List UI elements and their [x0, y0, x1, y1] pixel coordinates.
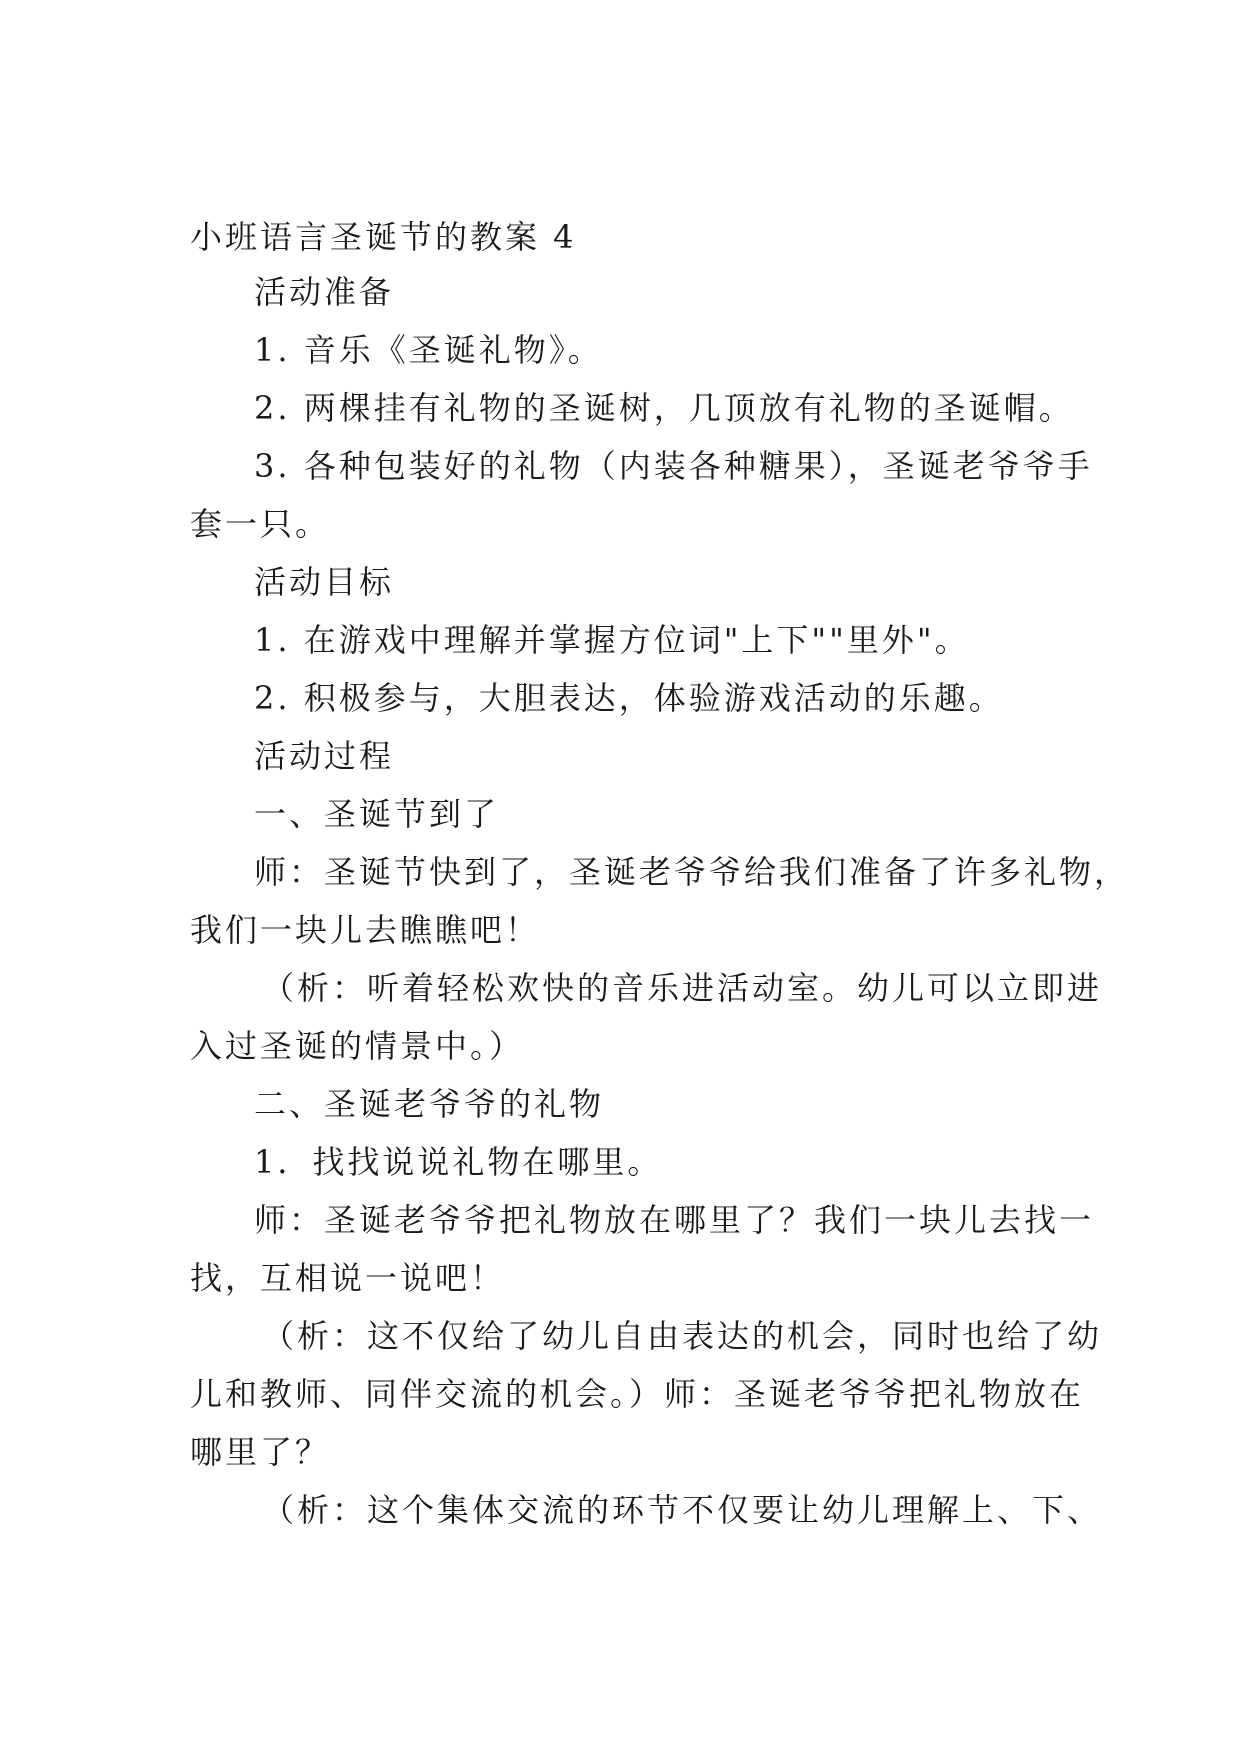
- section-heading-preparation: 活动准备: [254, 273, 395, 311]
- paragraph-line: 师：圣诞老爷爷把礼物放在哪里了？我们一块儿去找一: [254, 1201, 1095, 1239]
- paragraph-line: 儿和教师、同伴交流的机会。）师：圣诞老爷爷把礼物放在: [190, 1375, 1085, 1413]
- analysis-line: 入过圣诞的情景中。）: [190, 1027, 525, 1065]
- paragraph-line: 套一只。: [190, 505, 331, 543]
- paragraph-line: 1. 在游戏中理解并掌握方位词"上下""里外"。: [254, 621, 970, 659]
- subheading-line: 一、圣诞节到了: [254, 795, 500, 833]
- document-title: 小班语言圣诞节的教案 4: [190, 218, 577, 256]
- analysis-line: （析：听着轻松欢快的音乐进活动室。幼儿可以立即进: [262, 969, 1103, 1007]
- paragraph-line: 1．找找说说礼物在哪里。: [254, 1143, 663, 1181]
- paragraph-line: 我们一块儿去瞧瞧吧！: [190, 911, 541, 949]
- section-heading-goals: 活动目标: [254, 563, 395, 601]
- paragraph-line: 1. 音乐《圣诞礼物》。: [254, 331, 603, 369]
- analysis-line: （析：这个集体交流的环节不仅要让幼儿理解上、下、: [262, 1491, 1103, 1529]
- analysis-line: （析：这不仅给了幼儿自由表达的机会，同时也给了幼: [262, 1317, 1103, 1355]
- section-heading-process: 活动过程: [254, 737, 395, 775]
- paragraph-line: 2. 积极参与，大胆表达，体验游戏活动的乐趣。: [254, 679, 1004, 717]
- subheading-line: 二、圣诞老爷爷的礼物: [254, 1085, 605, 1123]
- paragraph-line: 2. 两棵挂有礼物的圣诞树，几顶放有礼物的圣诞帽。: [254, 389, 1074, 427]
- paragraph-line: 找，互相说一说吧！: [190, 1259, 506, 1297]
- paragraph-line: 3. 各种包装好的礼物（内装各种糖果），圣诞老爷爷手: [254, 447, 1093, 485]
- paragraph-line: 师：圣诞节快到了，圣诞老爷爷给我们准备了许多礼物，: [254, 853, 1130, 891]
- paragraph-line: 哪里了？: [190, 1433, 331, 1471]
